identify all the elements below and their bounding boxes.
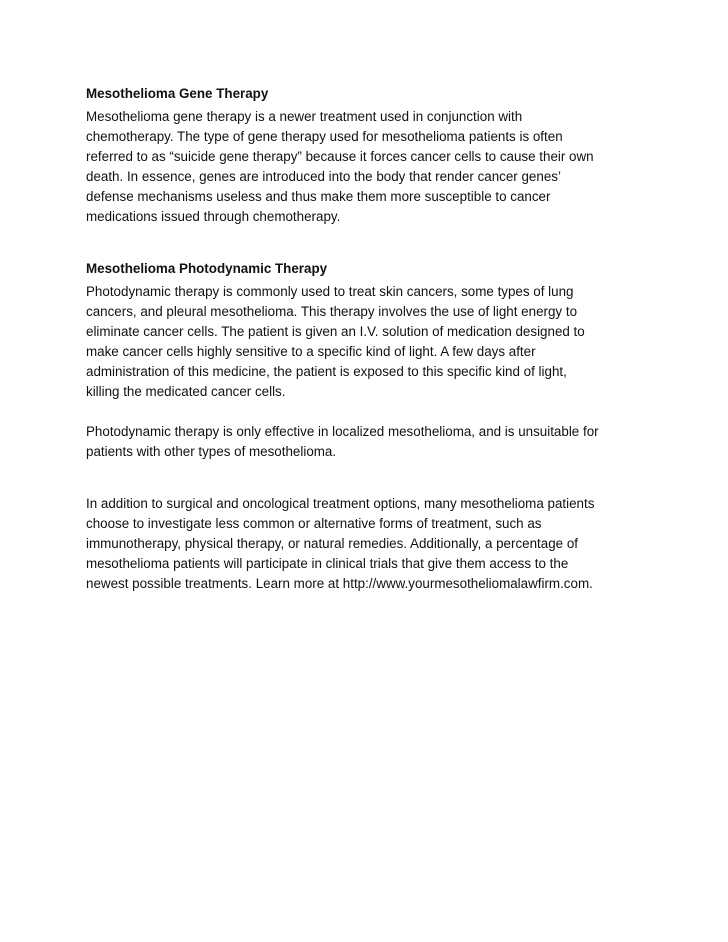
text-line: In addition to surgical and oncological treatment options, many mesothelioma patients — [86, 496, 595, 511]
paragraph-gene-therapy — [86, 107, 646, 227]
text-line: medications issued through chemotherapy. — [86, 209, 341, 224]
paragraph-closing — [86, 494, 646, 594]
text-line: immunotherapy, physical therapy, or natural remedies. Additionally, a percentage of — [86, 536, 578, 551]
document-body — [86, 84, 646, 594]
text-line: eliminate cancer cells. The patient is given an I.V. solution of medication designed to — [86, 324, 585, 339]
text-line: administration of this medicine, the patient is exposed to this specific kind of light, — [86, 364, 567, 379]
paragraph-spacer — [86, 402, 646, 422]
section-spacer — [86, 227, 646, 259]
text-line: make cancer cells highly sensitive to a specific kind of light. A few days after — [86, 344, 536, 359]
text-line: defense mechanisms useless and thus make them more susceptible to cancer — [86, 189, 551, 204]
section-heading-gene-therapy: Mesothelioma Gene Therapy — [86, 86, 269, 101]
paragraph-photodynamic-limitations — [86, 422, 646, 462]
text-line: cancers, and pleural mesothelioma. This therapy involves the use of light energy to — [86, 304, 578, 319]
text-line: Photodynamic therapy is commonly used to treat skin cancers, some types of lung — [86, 284, 574, 299]
text-line: death. In essence, genes are introduced into the body that render cancer genes’ — [86, 169, 561, 184]
section-spacer — [86, 462, 646, 494]
section-heading-photodynamic-therapy: Mesothelioma Photodynamic Therapy — [86, 261, 328, 276]
text-line: patients with other types of mesothelioma. — [86, 444, 337, 459]
text-line: referred to as “suicide gene therapy” because it forces cancer cells to cause their own — [86, 149, 594, 164]
text-line: killing the medicated cancer cells. — [86, 384, 286, 399]
text-line: Mesothelioma gene therapy is a newer treatment used in conjunction with — [86, 109, 523, 124]
text-line: newest possible treatments. Learn more at http://www.yourmesotheliomalawfirm.com. — [86, 576, 593, 591]
text-line: Photodynamic therapy is only effective in localized mesothelioma, and is unsuitable for — [86, 424, 599, 439]
text-line: chemotherapy. The type of gene therapy used for mesothelioma patients is often — [86, 129, 563, 144]
text-line: choose to investigate less common or alternative forms of treatment, such as — [86, 516, 542, 531]
text-line: mesothelioma patients will participate in clinical trials that give them access to the — [86, 556, 569, 571]
paragraph-photodynamic-therapy — [86, 282, 646, 402]
